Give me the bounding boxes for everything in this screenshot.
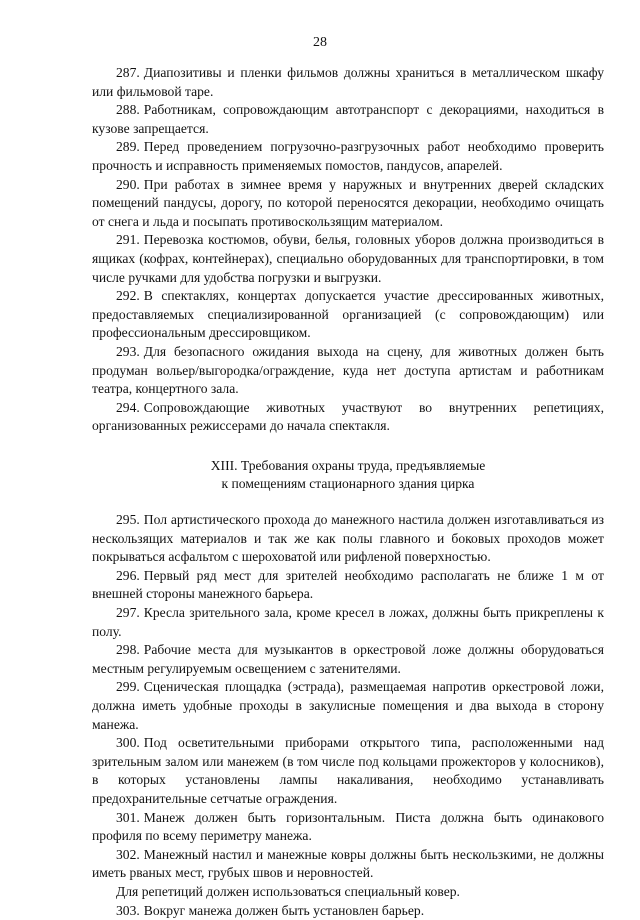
paragraph-number: 299. bbox=[116, 679, 140, 695]
paragraph-number: 289. bbox=[116, 139, 140, 155]
paragraph-301 bbox=[92, 809, 604, 846]
paragraph-text: Первый ряд мест для зрителей необходимо располагать не ближе 1 м от внешней стороны манежного барьера. bbox=[92, 567, 604, 602]
paragraph-text: Манежный настил и манежные ковры должны быть нескользкими, не должны иметь рваных мест, грубых швов и неровностей. bbox=[92, 846, 604, 881]
paragraph-text: Рабочие места для музыкантов в оркестровой ложе должны оборудоваться местным регулируемым освещением с затенителями. bbox=[92, 642, 604, 676]
paragraph-number: 303. bbox=[116, 902, 140, 918]
paragraph-number: 297. bbox=[116, 605, 140, 621]
paragraph-number: 300. bbox=[116, 735, 140, 751]
paragraph-288 bbox=[92, 101, 604, 138]
paragraph-302 bbox=[92, 846, 604, 883]
paragraph-number: 301. bbox=[116, 809, 140, 825]
paragraph-300 bbox=[92, 734, 604, 808]
paragraph-number: 296. bbox=[116, 567, 140, 583]
paragraph-number: 290. bbox=[116, 176, 140, 192]
paragraph-number: 293. bbox=[116, 343, 140, 359]
paragraph-text: Работникам, сопровождающим автотранспорт с декорациями, находиться в кузове запрещается. bbox=[92, 102, 604, 136]
paragraph-text: Пол артистического прохода до манежного настила должен изготавливаться из нескользящих материалов и так же как полы главного и боковых проходов может покрываться асфальтом с шероховатой или рифленой поверхностью. bbox=[92, 512, 604, 565]
paragraph-298 bbox=[92, 641, 604, 678]
paragraph-text: Сопровождающие животных участвуют во внутренних репетициях, организованных режиссерами до начала спектакля. bbox=[92, 399, 604, 434]
paragraph-287 bbox=[92, 64, 604, 101]
paragraph-text: Кресла зрительного зала, кроме кресел в ложах, должны быть прикреплены к полу. bbox=[92, 605, 604, 639]
paragraphs-after bbox=[92, 511, 604, 920]
paragraph-302-continued bbox=[92, 883, 604, 902]
paragraph-number: 291. bbox=[116, 232, 140, 248]
section-heading-line-2: к помещениям стационарного здания цирка bbox=[221, 476, 475, 492]
paragraph-text: Для безопасного ожидания выхода на сцену, для животных должен быть продуман вольер/выгородка/ограждение, куда нет доступа артистам и работникам театра, концертного зала. bbox=[92, 343, 604, 397]
paragraph-294 bbox=[92, 399, 604, 436]
paragraph-292 bbox=[92, 287, 604, 343]
page-number: 28 bbox=[313, 35, 327, 50]
paragraph-number: 298. bbox=[116, 642, 140, 658]
paragraph-number: 287. bbox=[116, 65, 140, 80]
paragraph-text: Сценическая площадка (эстрада), размещаемая напротив оркестровой ложи, должна иметь удобные проходы в закулисные помещения и два выхода в сторону манежа. bbox=[92, 679, 604, 732]
paragraph-text: Под осветительными приборами открытого типа, расположенными над зрительным залом или манежем (в том числе под кольцами прожекторов у колосников), в которых установлены лампы накаливания, необходимо устанавливать предохранительные сетчатые ограждения. bbox=[92, 735, 604, 806]
paragraph-text: В спектаклях, концертах допускается участие дрессированных животных, предоставляемых специализированной организацией (с сопровождающим) или профессиональным дрессировщиком. bbox=[92, 288, 604, 341]
paragraph-text: Манеж должен быть горизонтальным. Писта должна быть одинакового профиля по всему периметру манежа. bbox=[92, 809, 604, 844]
paragraph-299 bbox=[92, 678, 604, 734]
paragraph-text: Диапозитивы и пленки фильмов должны храниться в металлическом шкафу или фильмовой таре. bbox=[92, 65, 604, 99]
document-body bbox=[92, 64, 604, 920]
paragraph-295 bbox=[92, 511, 604, 567]
paragraph-296 bbox=[92, 567, 604, 604]
paragraph-text: Перед проведением погрузочно-разгрузочных работ необходимо проверить прочность и исправность применяемых помостов, пандусов, апарелей. bbox=[92, 139, 604, 173]
section-heading bbox=[92, 457, 604, 494]
paragraphs-before bbox=[92, 64, 604, 436]
paragraph-291 bbox=[92, 231, 604, 287]
paragraph-293 bbox=[92, 343, 604, 399]
paragraph-297 bbox=[92, 604, 604, 641]
section-heading-line-1: XIII. Требования охраны труда, предъявляемые bbox=[210, 457, 486, 473]
paragraph-303 bbox=[92, 902, 604, 920]
paragraph-text: Для репетиций должен использоваться специальный ковер. bbox=[116, 883, 460, 899]
paragraph-289 bbox=[92, 138, 604, 175]
paragraph-number: 292. bbox=[116, 288, 140, 304]
paragraph-number: 302. bbox=[116, 846, 140, 862]
paragraph-290 bbox=[92, 176, 604, 232]
paragraph-text: Перевозка костюмов, обуви, белья, головных уборов должна производиться в ящиках (кофрах, контейнерах), специально оборудованных для транспортировки, в том числе ручками для удобства погрузки и выгрузки. bbox=[92, 232, 604, 285]
paragraph-number: 295. bbox=[116, 512, 140, 528]
paragraph-number: 288. bbox=[116, 102, 140, 118]
paragraph-text: Вокруг манежа должен быть установлен барьер. bbox=[143, 902, 425, 918]
paragraph-number: 294. bbox=[116, 399, 140, 415]
paragraph-text: При работах в зимнее время у наружных и внутренних дверей складских помещений пандусы, дорогу, по которой переносятся декорации, необходимо очищать от снега и льда и посыпать противоскользящим материалом. bbox=[92, 176, 604, 229]
